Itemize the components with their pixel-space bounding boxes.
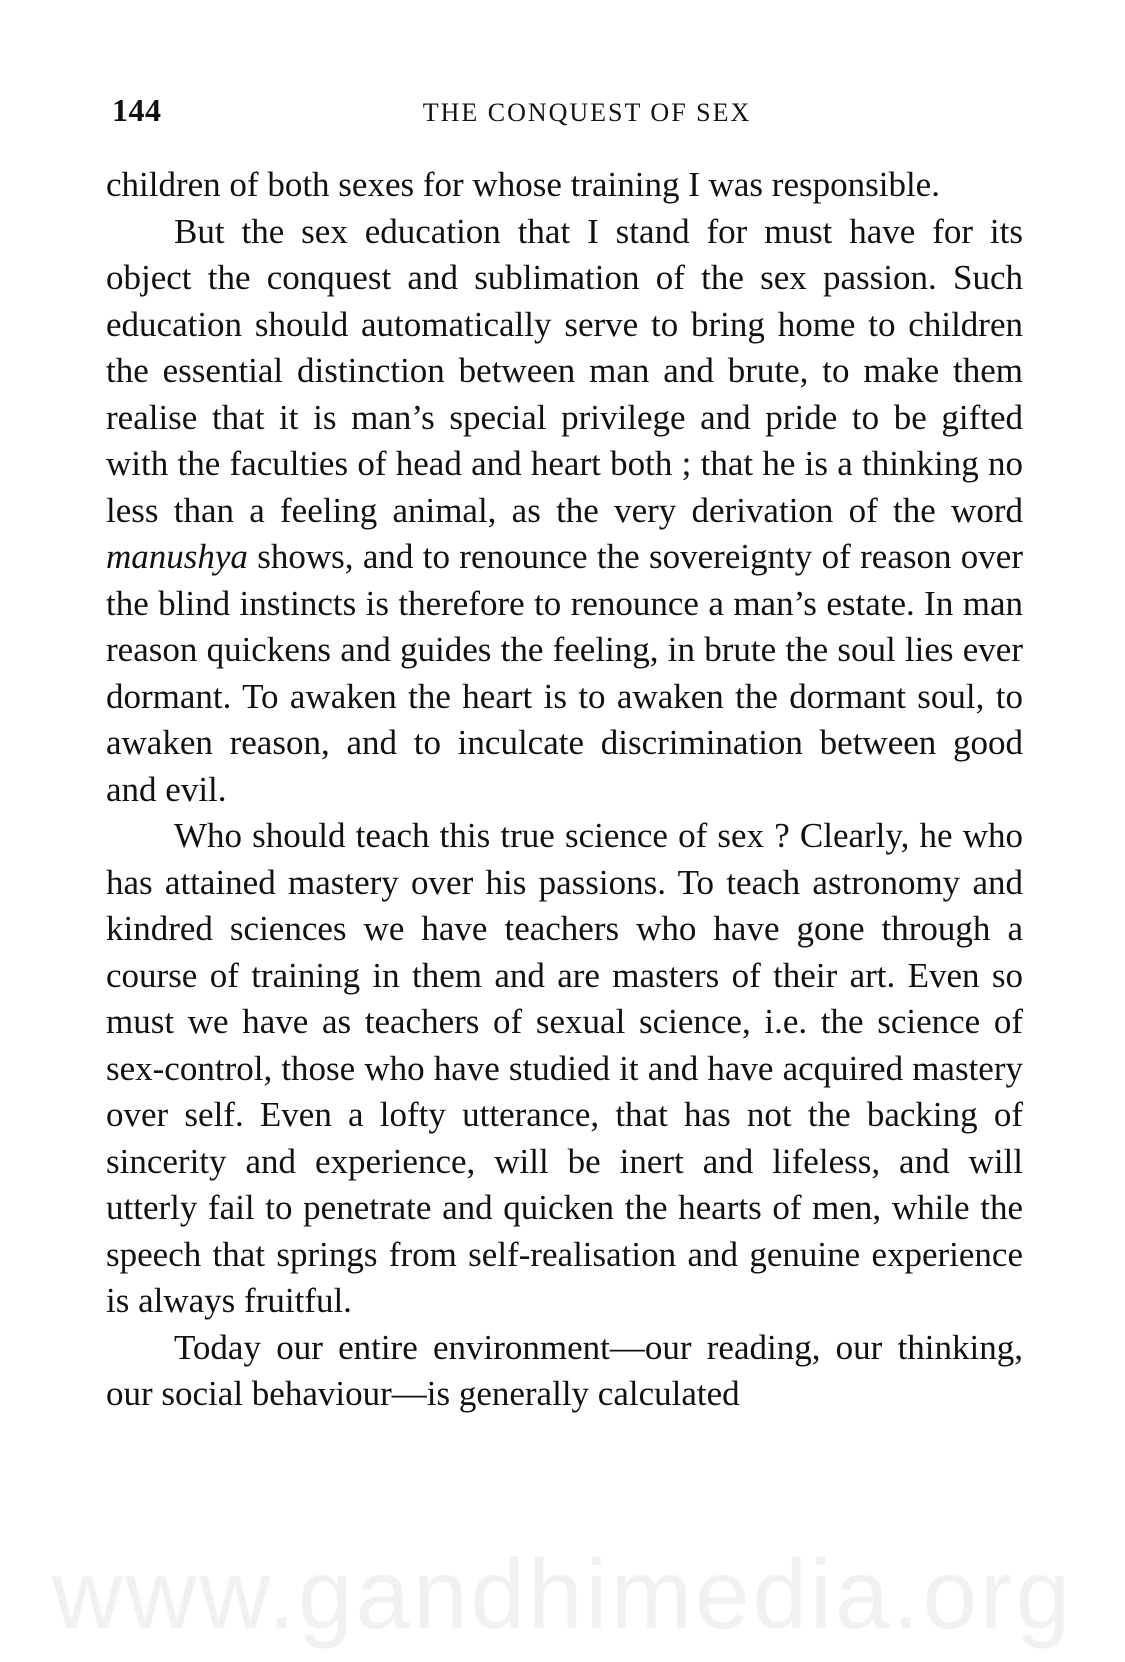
text-run: Today our entire environment—our reading, our thinking, our social behaviour—is generally calculated	[106, 1327, 1023, 1413]
text-run: children of both sexes for whose training I was responsible.	[106, 165, 940, 204]
body-text	[106, 162, 1023, 1418]
paragraph-continuation	[106, 162, 1023, 209]
paragraph	[106, 813, 1023, 1325]
text-run: shows, and to renounce the sovereignty of reason over the blind instincts is therefore to renounce a man’s estate. In man reason quickens and guides the feeling, in brute the soul lies ever dormant. To awaken the heart is to awaken the dormant soul, to awaken reason, and to inculcate discrimination between good and evil.	[106, 537, 1023, 809]
paragraph	[106, 1325, 1023, 1418]
text-run: Who should teach this true science of sex ? Clearly, he who has attained mastery over his passions. To teach astronomy and kindred sciences we have teachers who have gone through a course of training in them and are masters of their art. Even so must we have as teachers of sexual science, i.e. the science of sex-control, those who have studied it and have acquired mastery over self. Even a lofty utterance, that has not the backing of sincerity and experience, will be inert and lifeless, and will utterly fail to penetrate and quicken the hearts of men, while the speech that springs from self-realisation and genuine experience is always fruitful.	[106, 816, 1023, 1320]
page-number: 144	[112, 92, 162, 128]
paragraph	[106, 209, 1023, 814]
page-header	[112, 92, 1022, 136]
italic-term: manushya	[106, 537, 248, 576]
running-title: THE CONQUEST OF SEX	[422, 98, 752, 127]
text-run: But the sex education that I stand for must have for its object the conquest and sublimation of the sex passion. Such education should automatically serve to bring home to children the essential distinction between man and brute, to make them realise that it is man’s special privilege and pride to be gifted with the faculties of head and heart both ; that he is a thinking no less than a feeling animal, as the very derivation of the word	[106, 211, 1023, 530]
watermark: www.gandhimedia.org	[51, 1539, 1074, 1649]
